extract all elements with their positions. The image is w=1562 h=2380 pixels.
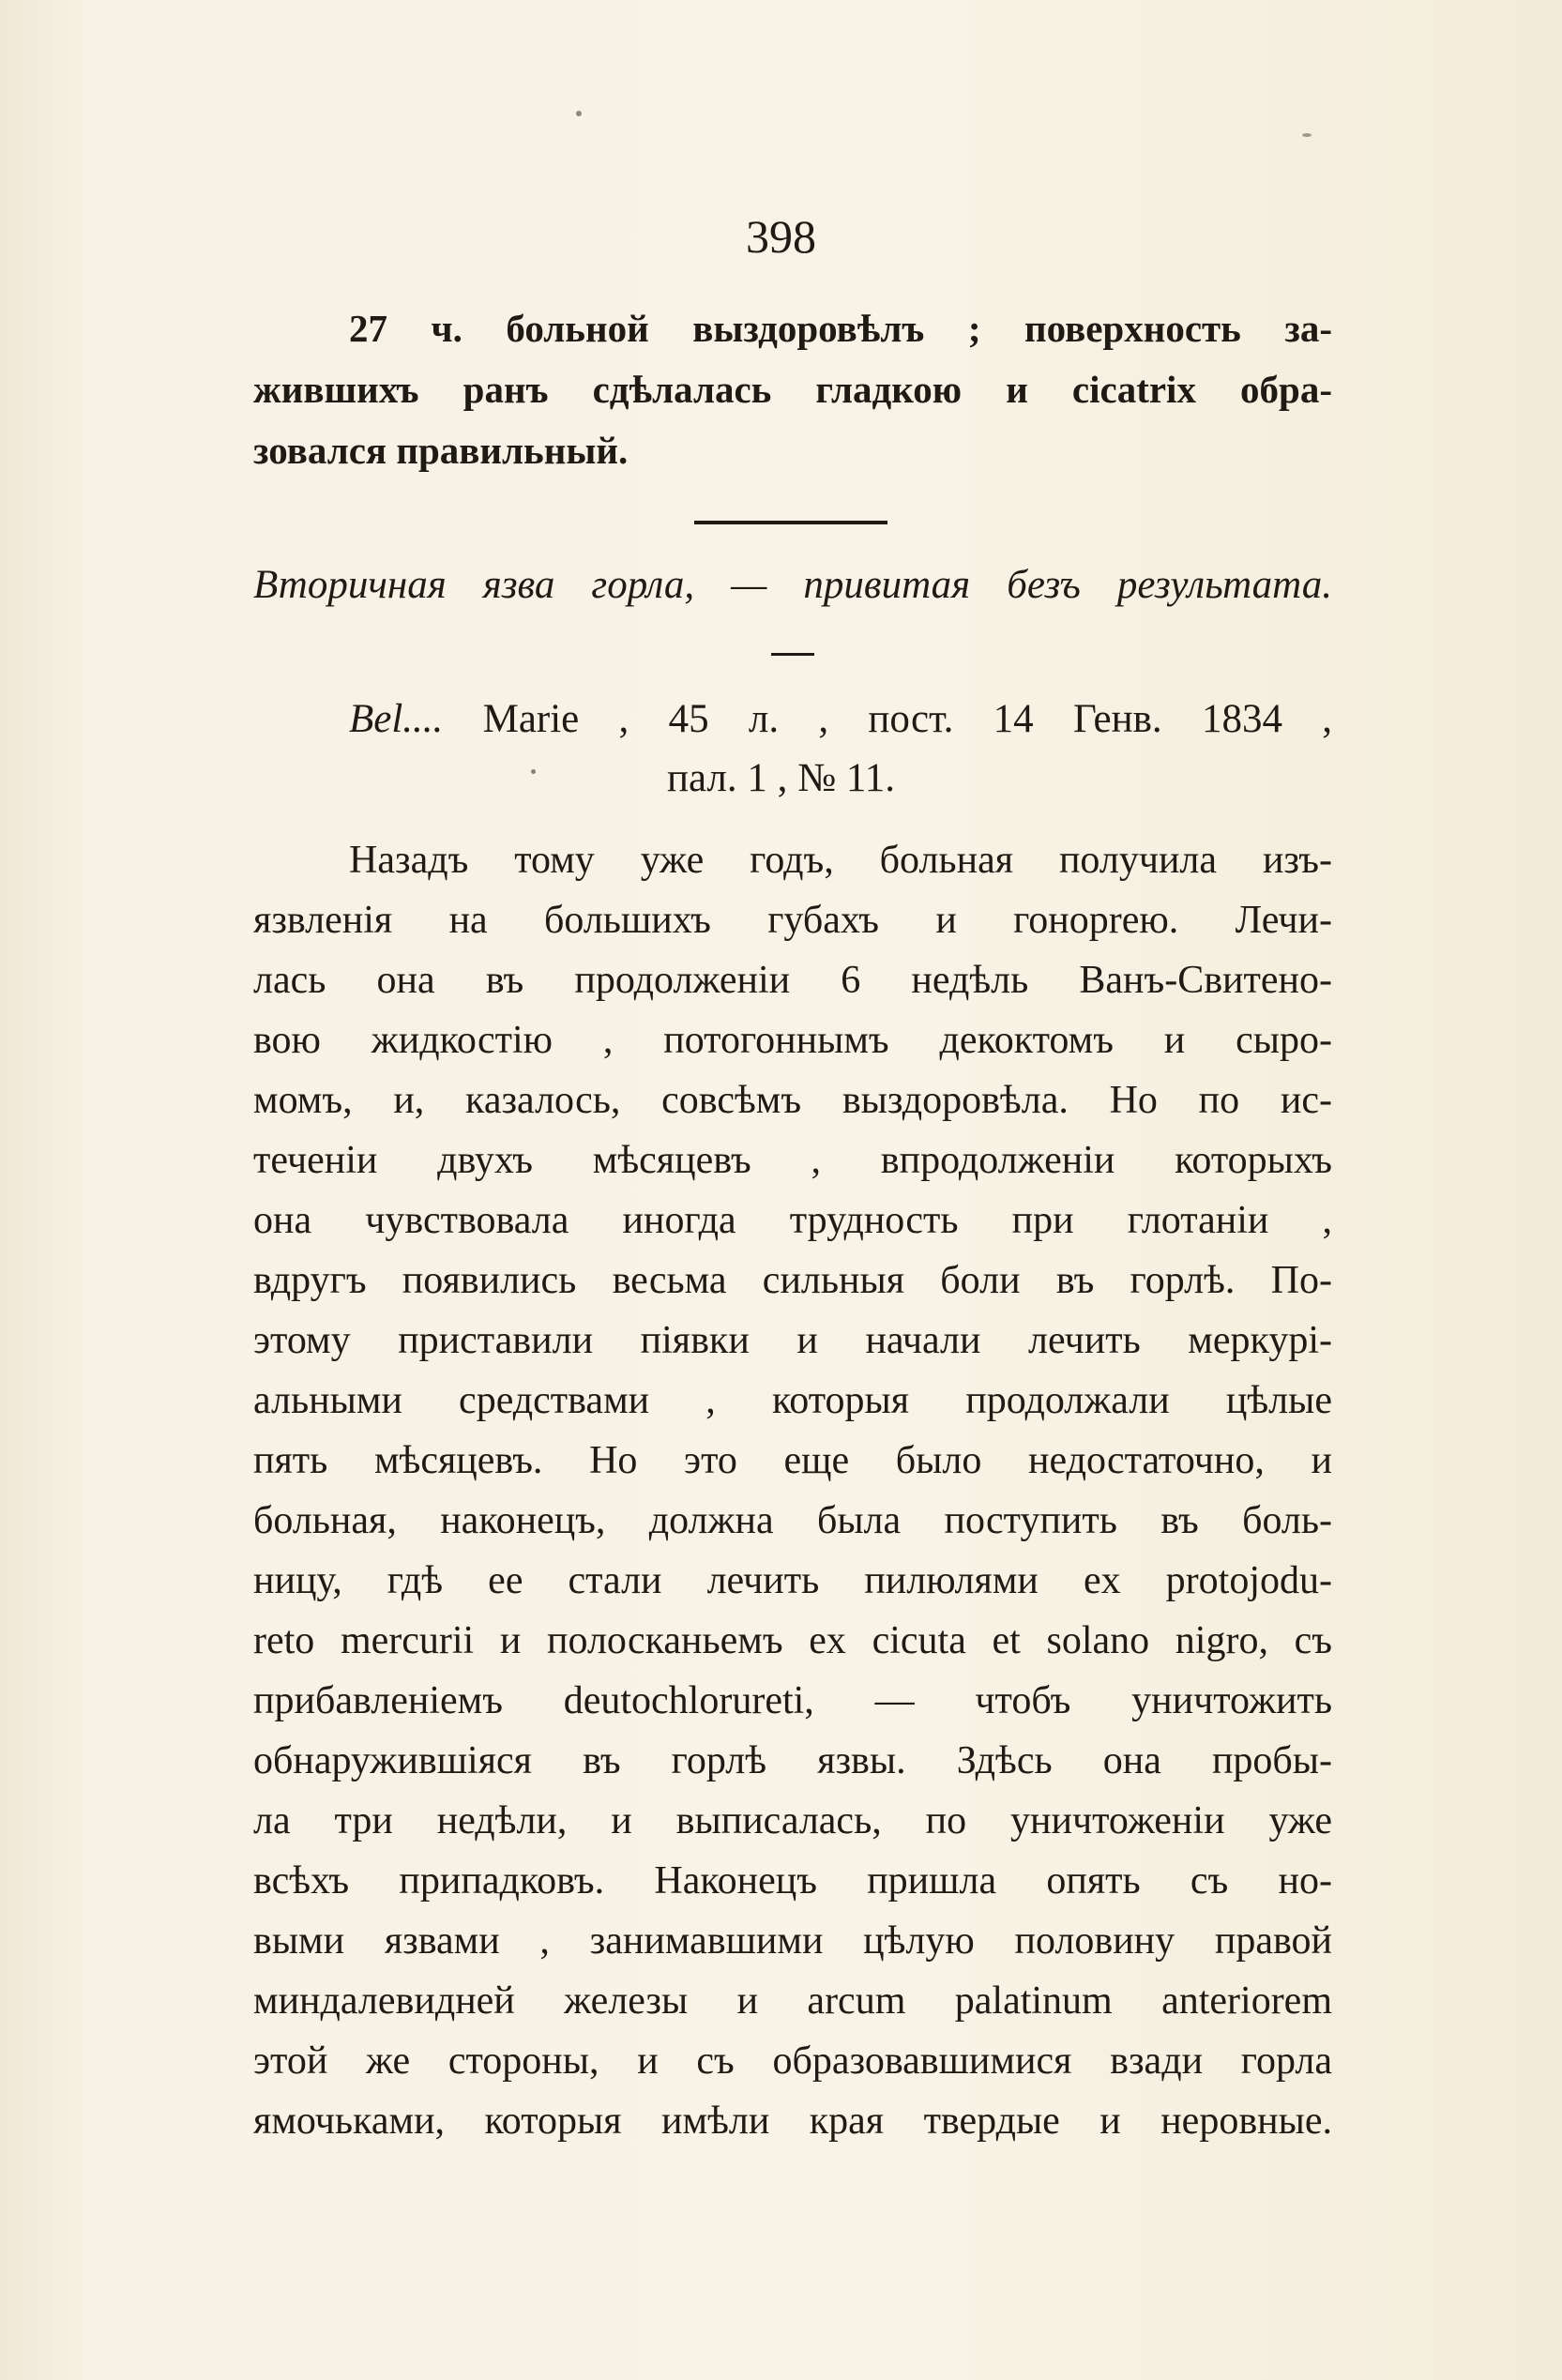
page-number: 398 xyxy=(746,210,816,263)
patient-ward: пал. 1 , № 11. xyxy=(666,756,896,800)
body-line: всѣхъ припадковъ. Наконецъ пришла опять съ но- xyxy=(253,1859,1332,1902)
body-line: обнаружившіяся въ горлѣ язвы. Здѣсь она пробы- xyxy=(253,1739,1332,1782)
body-line: этому приставили піявки и начали лечить меркурі- xyxy=(253,1319,1332,1362)
patient-name: Bel.... xyxy=(349,697,444,741)
body-line: Назадъ тому уже годъ, больная получила изъ- xyxy=(349,839,1332,882)
body-line: лась она въ продолженіи 6 недѣль Ванъ-Свитено- xyxy=(253,959,1332,1002)
body-line: прибавленіемъ deutochlorureti, — чтобъ уничтожить xyxy=(253,1679,1332,1722)
body-line: ямочьками, которыя имѣли края твердые и неровные. xyxy=(253,2100,1332,2143)
paper-speck xyxy=(576,111,582,116)
body-line: reto mercurii и полосканьемъ ex cicuta et solano nigro, съ xyxy=(253,1619,1332,1662)
section-divider-rule xyxy=(694,521,887,524)
body-line: язвленія на большихъ губахъ и гонорrею. Лечи- xyxy=(253,899,1332,942)
body-line: этой же стороны, и съ образовавшимися взади горла xyxy=(253,2039,1332,2083)
body-line: пять мѣсяцевъ. Но это еще было недостаточно, и xyxy=(253,1439,1332,1482)
body-line: миндалевидней железы и arcum palatinum anteriorem xyxy=(253,1979,1332,2023)
body-line: вдругъ появились весьма сильныя боли въ горлѣ. По- xyxy=(253,1259,1332,1302)
body-line: альными средствами , которыя продолжали цѣлые xyxy=(253,1379,1332,1422)
paper-speck xyxy=(1302,133,1312,137)
body-line: момъ, и, казалось, совсѣмъ выздоровѣла. Но по ис- xyxy=(253,1079,1332,1122)
title-divider-rule xyxy=(771,653,814,656)
body-line: вою жидкостію , потогоннымъ декоктомъ и сыро- xyxy=(253,1019,1332,1062)
intro-line: жившихъ ранъ сдѣлалась гладкою и cicatrix обра- xyxy=(253,368,1332,411)
body-line: больная, наконецъ, должна была поступить въ боль- xyxy=(253,1499,1332,1542)
patient-header xyxy=(349,690,1332,750)
intro-line: 27 ч. больной выздоровѣлъ ; поверхность за- xyxy=(349,307,1332,350)
intro-line: зовался правильный. xyxy=(253,429,629,472)
body-line: выми язвами , занимавшими цѣлую половину правой xyxy=(253,1919,1332,1963)
body-line: ла три недѣли, и выписалась, по уничтоженіи уже xyxy=(253,1799,1332,1842)
patient-details: Marie , 45 л. , пост. 14 Генв. 1834 , xyxy=(443,697,1332,741)
body-line: ницу, гдѣ ее стали лечить пилюлями ex protojodu- xyxy=(253,1559,1332,1602)
section-title: Вторичная язва горла, — привитая безъ результата. xyxy=(253,563,1332,607)
body-line: теченіи двухъ мѣсяцевъ , впродолженіи которыхъ xyxy=(253,1139,1332,1182)
body-line: она чувствовала иногда трудность при глотаніи , xyxy=(253,1199,1332,1242)
